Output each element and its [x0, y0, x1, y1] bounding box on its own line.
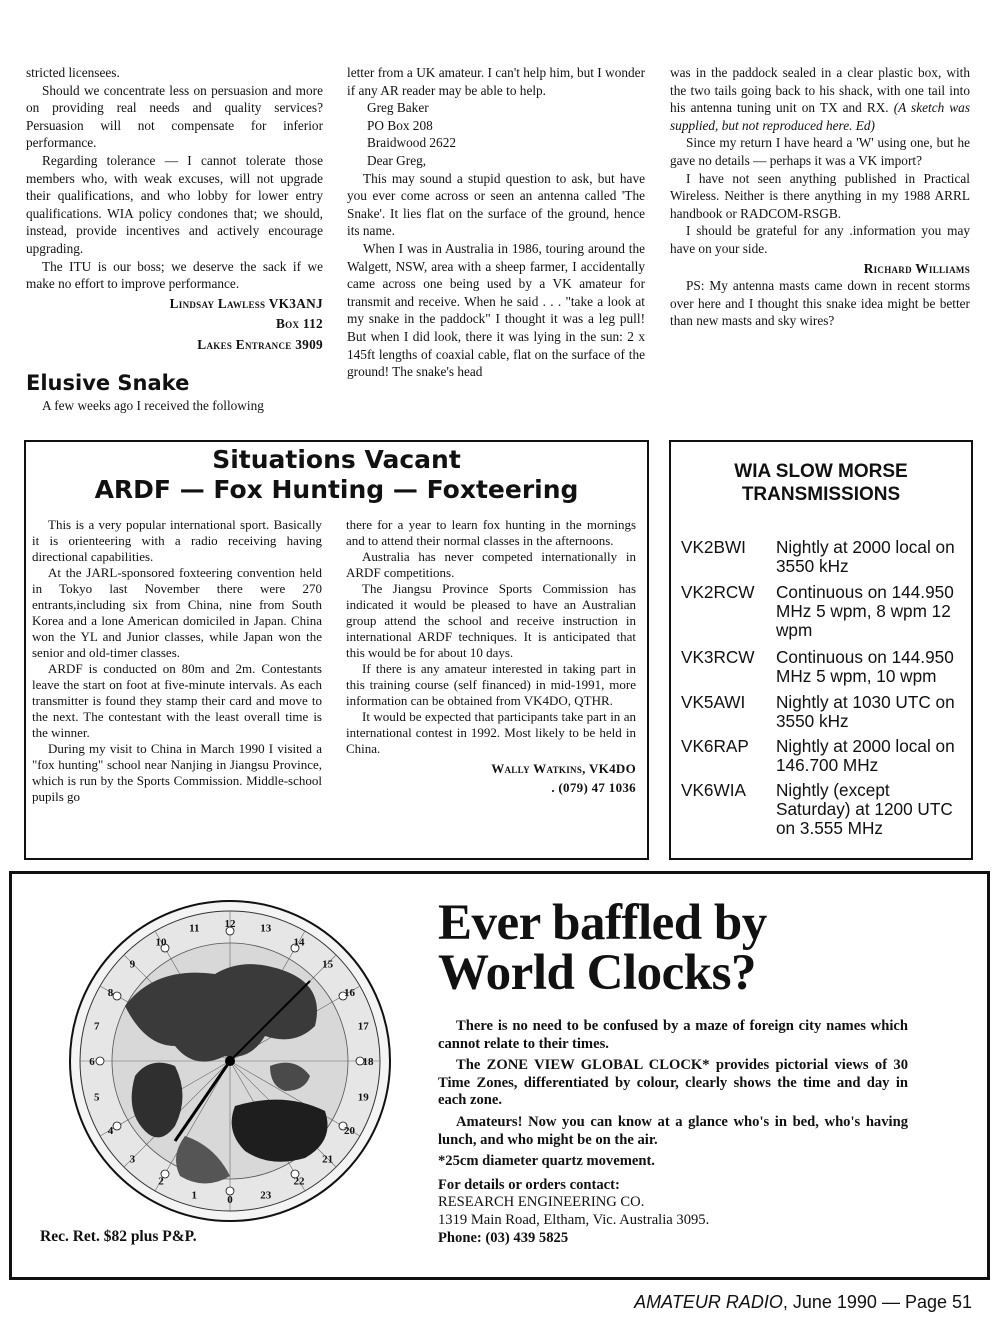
col1-paragraph-4: A few weeks ago I received the following — [42, 397, 264, 413]
signature-box: Box 112 — [275, 316, 323, 332]
ardf-subtitle: ARDF — Fox Hunting — Foxteering — [94, 475, 579, 504]
clock-hour-number: 23 — [260, 1189, 272, 1202]
salutation: Dear Greg, — [367, 152, 427, 168]
col3-paragraph-1: Since my return I have heard a 'W' using one, but he gave no details — perhaps it was a VK import? — [670, 135, 970, 168]
advert-footnote: *25cm diameter quartz movement. — [438, 1153, 655, 1170]
page-footer — [634, 1292, 972, 1313]
col1-paragraph-1: Should we concentrate less on persuasion and more on providing real needs and quality services? Persuasion will not compensate for inferior performance. — [26, 82, 323, 151]
advert-address: 1319 Main Road, Eltham, Vic. Australia 3095. — [438, 1211, 710, 1228]
col3-paragraph-3: I should be grateful for any .information you may have on your side. — [670, 223, 970, 256]
magazine-name: AMATEUR RADIO — [634, 1292, 783, 1312]
morse-callsign: VK2BWI — [681, 537, 746, 557]
col3-paragraph-2: I have not seen anything published in Practical Wireless. Neither is there anything in my 1988 ARRL handbook or RADCOM-RSGB. — [670, 170, 970, 221]
clock-hour-number: 0 — [227, 1194, 233, 1206]
clock-hour-number: 15 — [322, 958, 334, 971]
morse-schedule: Continuous on 144.950 MHz 5 wpm, 10 wpm — [776, 647, 954, 686]
situations-left-paragraph: This is a very popular international sport. Basically it is orienteering with a radio receiving having directional capabilities. — [32, 517, 322, 564]
morse-callsign: VK6WIA — [681, 780, 746, 800]
clock-hour-number: 17 — [357, 1020, 369, 1033]
clock-hour-number: 2 — [158, 1175, 164, 1188]
clock-hour-number: 8 — [107, 987, 114, 999]
advert-paragraph-2: The ZONE VIEW GLOBAL CLOCK* provides pictorial views of 30 Time Zones, differentiated by colour, clearly shows the time and day in each zone. — [438, 1057, 908, 1109]
morse-schedule: Nightly at 1030 UTC on 3550 kHz — [776, 692, 955, 731]
world-clock-advert — [9, 871, 990, 1280]
signature-name: Lindsay Lawless VK3ANJ — [169, 295, 323, 311]
address-line-name: Greg Baker — [367, 100, 429, 116]
clock-hour-number: 10 — [155, 936, 167, 949]
situations-right-paragraph: there for a year to learn fox hunting in the mornings and to attend their normal classes in the afternoons. — [346, 517, 636, 548]
col2-paragraph-1: This may sound a stupid question to ask, but have you ever come across or seen an antenna called 'The Snake'. It lies flat on the surface of the ground, hence its name. — [347, 170, 645, 239]
column-3 — [670, 64, 970, 330]
clock-hour-number: 9 — [129, 958, 136, 971]
advert-company-name: RESEARCH ENGINEERING CO. — [438, 1194, 645, 1211]
col2-paragraph-2: When I was in Australia in 1986, touring around the Walgett, NSW, area with a sheep farmer, I accidentally came across one being used by a VK amateur for transmit and receive. When he said . . . "take a look at my snake in the paddock" I thought it was a leg pull! But when I did look, there it was lying in the sun: 2 x 145ft lengths of coaxial cable, flat on the surface of the ground! The snake's head — [347, 240, 645, 380]
issue-and-page: , June 1990 — Page 51 — [782, 1292, 972, 1312]
clock-hour-number: 12 — [224, 918, 236, 930]
situations-right-paragraph: If there is any amateur interested in taking part in this training course (self financed) in mid-1991, more information can be obtained from VK4DO, QTHR. — [346, 661, 636, 708]
situations-left-paragraph: During my visit to China in March 1990 I visited a "fox hunting" school near Nanjing in Jiangsu Province, which is run by the Sports Commission. Middle-school pupils go — [32, 741, 322, 804]
col2-paragraph-0: letter from a UK amateur. I can't help him, but I wonder if any AR reader may be able to help. — [347, 65, 645, 98]
col3-paragraph-4: PS: My antenna masts came down in recent storms over here and I thought this snake idea might be better than new masts and sky wires? — [670, 278, 970, 329]
clock-hour-number: 19 — [357, 1091, 369, 1104]
advert-copy — [438, 895, 908, 1247]
clock-hour-number: 20 — [344, 1125, 355, 1137]
morse-callsign: VK3RCW — [681, 647, 755, 667]
elusive-snake-heading: Elusive Snake — [26, 370, 190, 395]
situations-right-column — [346, 517, 636, 796]
situations-right-paragraph: Australia has never competed internationally in ARDF competitions. — [346, 549, 636, 580]
advert-price: Rec. Ret. $82 plus P&P. — [40, 1228, 197, 1245]
clock-hour-number: 5 — [93, 1091, 100, 1104]
slow-morse-title-text: WIA SLOW MORSE TRANSMISSIONS — [734, 461, 908, 505]
clock-hour-number: 4 — [107, 1125, 114, 1137]
advert-contact-heading: For details or orders contact: — [438, 1176, 620, 1193]
advert-paragraph-1: There is no need to be confused by a maze of foreign city names which cannot relate to their times. — [438, 1018, 908, 1052]
clock-hour-number: 3 — [129, 1153, 136, 1166]
editor-note: (A sketch was supplied, but not reproduced here. Ed) — [670, 100, 971, 133]
col3-paragraph-0 — [670, 64, 970, 134]
situations-left-paragraph: At the JARL-sponsored foxteering convention held in Tokyo last November there were 270 entrants,including six from China, nine from South Korea and a lone American domiciled in Japan. China won the YL and Junior classes, while Japan won the senior and old-timer classes. — [32, 565, 322, 660]
slow-morse-box — [669, 440, 973, 860]
morse-schedule: Nightly (except Saturday) at 1200 UTC on 3.555 MHz — [776, 780, 953, 838]
col1-paragraph-2: Regarding tolerance — I cannot tolerate those members who, with weak excuses, will not upgrade their qualifications, and who lobby for lower entry qualifications. WIA policy condones that; we should, instead, provide incentives and actively encourage upgrading. — [26, 152, 323, 256]
clock-hour-number: 16 — [344, 987, 355, 999]
clock-hour-number: 6 — [89, 1056, 95, 1068]
situations-right-paragraph: The Jiangsu Province Sports Commission has indicated it would be pleased to have an Australian group attend the school and receive instruction in international ARDF techniques. It is anticipated that this would be for about 10 days. — [346, 581, 636, 660]
morse-callsign: VK2RCW — [681, 582, 755, 602]
signature-watkins: Wally Watkins, VK4DO — [491, 761, 636, 776]
morse-schedule: Nightly at 2000 local on 3550 kHz — [776, 537, 955, 576]
address-line-box: PO Box 208 — [367, 117, 433, 133]
situations-vacant-box — [24, 440, 649, 860]
situations-vacant-title: Situations Vacant — [212, 445, 461, 474]
morse-schedule: Nightly at 2000 local on 146.700 MHz — [776, 736, 955, 775]
address-line-town: Braidwood 2622 — [367, 135, 457, 151]
clock-hour-number: 11 — [189, 922, 200, 935]
advert-paragraph-3: Amateurs! Now you can know at a glance who's in bed, who's having lunch, and who might be on the air. — [438, 1113, 908, 1148]
col1-paragraph-3: The ITU is our boss; we deserve the sack if we make no effort to improve performance. — [26, 258, 323, 292]
clock-hour-number: 21 — [322, 1153, 334, 1166]
morse-schedule: Continuous on 144.950 MHz 5 wpm, 8 wpm 12 wpm — [776, 582, 954, 640]
advert-headline-line1: Ever baffled by — [438, 895, 767, 951]
col3-paragraph-0-text: was in the paddock sealed in a clear plastic box, with the two tails going back to his shack, with one tail into his antenna tuning unit on TX and RX. — [670, 65, 970, 116]
slow-morse-title — [681, 460, 961, 506]
clock-hour-number: 13 — [260, 922, 272, 935]
signature-phone: . (079) 47 1036 — [551, 780, 636, 795]
zone-view-clock-illustration — [65, 896, 395, 1226]
clock-hour-number: 18 — [362, 1056, 374, 1068]
situations-left-paragraph: ARDF is conducted on 80m and 2m. Contestants leave the start on foot at five-minute intervals. As each transmitter is found they stamp their card and move to the next. The contestant with the least overall time is the winner. — [32, 661, 322, 740]
clock-hour-number: 7 — [93, 1020, 100, 1033]
signature-town: Lakes Entrance 3909 — [197, 336, 323, 352]
clock-hour-number: 22 — [293, 1175, 305, 1188]
signature-williams: Richard Williams — [863, 260, 970, 276]
situations-right-paragraph: It would be expected that participants take part in an international contest in 1992. Most likely to be held in China. — [346, 709, 636, 756]
morse-callsign: VK5AWI — [681, 692, 746, 712]
col1-paragraph-0: stricted licensees. — [26, 65, 120, 80]
advert-headline-line2: World Clocks? — [438, 945, 756, 1001]
clock-hour-number: 1 — [191, 1189, 198, 1202]
situations-left-column — [32, 517, 322, 805]
column-2 — [347, 64, 645, 381]
morse-callsign: VK6RAP — [681, 736, 749, 756]
clock-hour-number: 14 — [293, 936, 305, 949]
column-1 — [26, 64, 323, 414]
advert-phone: Phone: (03) 439 5825 — [438, 1229, 569, 1246]
